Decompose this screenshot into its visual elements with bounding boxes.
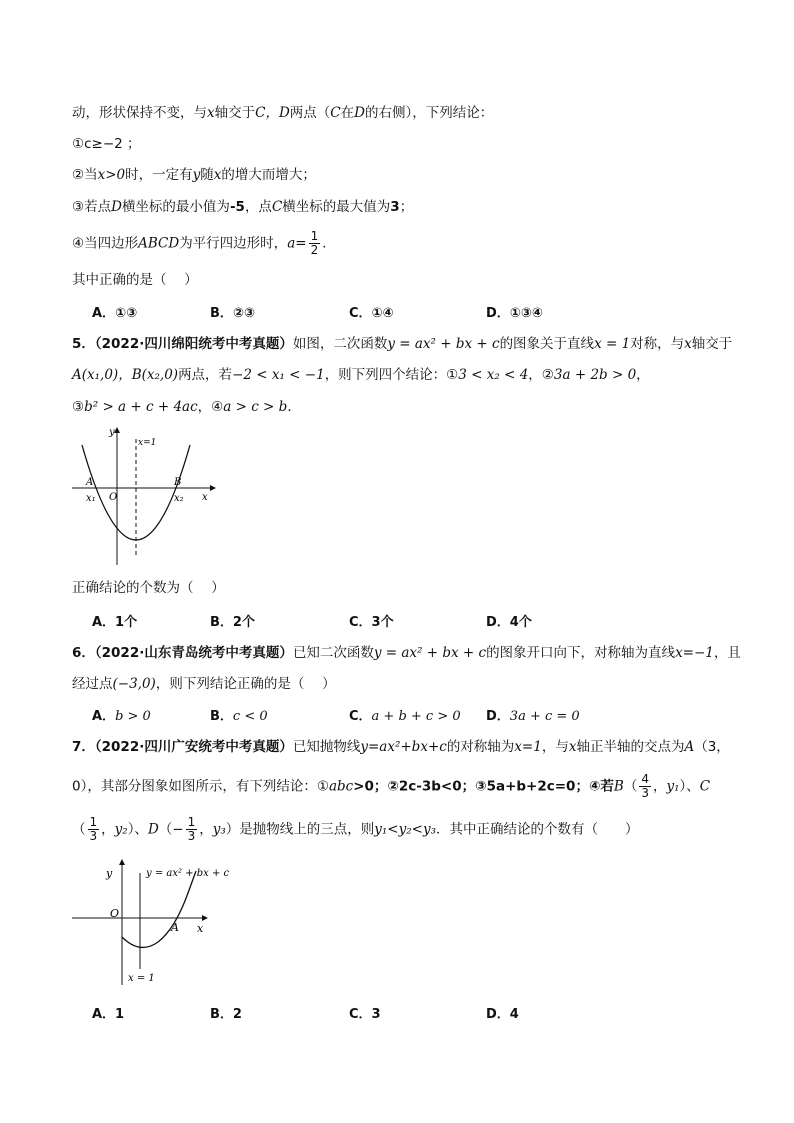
fraction-numerator: 1: [310, 229, 319, 243]
q4-text: 横坐标的最小值为: [121, 199, 230, 215]
q4-statement-1: [72, 134, 141, 154]
q7-formula: x=1: [514, 739, 542, 755]
option-letter: C．: [349, 709, 372, 724]
q4-ask-text: 其中正确的是（ ）: [72, 272, 198, 288]
q7-text: >0；②: [353, 778, 399, 795]
q4-var: x: [207, 105, 215, 121]
q4-text: 在: [340, 105, 355, 121]
q4-statement-2: [72, 165, 316, 185]
q7-heading: 7．（2022·四川广安统考中考真题）: [72, 739, 293, 755]
q6-stem-line-1: [72, 643, 741, 663]
q4-var: ABCD: [138, 235, 180, 252]
q5-text: 对称，与: [630, 336, 685, 352]
q4-text: ②当: [72, 167, 98, 183]
q7-text: （3，: [694, 739, 730, 755]
fraction-numerator: 1: [89, 815, 98, 829]
q5-option-a[interactable]: A．1个: [92, 615, 138, 630]
q5-y-label: y: [109, 427, 115, 438]
q4-text: 时，一定有: [125, 167, 193, 183]
q6-text: 的图象开口向下，对称轴为直线: [486, 645, 676, 661]
q4-text: ④当四边形: [72, 235, 139, 252]
q7-text: ）、: [127, 821, 148, 838]
fraction-numerator: 1: [187, 815, 196, 829]
q4-number: -5: [229, 199, 245, 215]
q5-text: ，: [636, 367, 650, 383]
q4-statement-4: [72, 230, 336, 257]
fraction-numerator: 4: [641, 772, 649, 786]
q7-text: 的对称轴为: [446, 739, 515, 755]
q7-curve-equation-label: y = ax² + bx + c: [146, 868, 230, 879]
q5-axis-label: x=1: [138, 438, 157, 448]
q7-y-label: y: [106, 867, 113, 880]
q4-text: 两点（: [289, 105, 331, 121]
q7-origin-label: O: [110, 907, 120, 920]
q5-formula: 3a + 2b > 0: [553, 367, 637, 383]
q6-formula: x=−1: [675, 645, 714, 661]
q7-var: A: [684, 739, 695, 755]
q5-text: 如图，二次函数: [292, 336, 388, 352]
q4-var: C: [271, 199, 283, 215]
q4-text: 动，形状保持不变，与: [72, 105, 207, 121]
q5-var: x: [684, 336, 692, 352]
q7-text: ，: [101, 821, 115, 838]
q4-number: 3: [390, 199, 400, 215]
q7-option-c[interactable]: C．3: [349, 1007, 381, 1022]
q5-formula: A(x₁,0)，B(x₂,0): [72, 367, 179, 383]
option-value: 3a + c = 0: [509, 709, 580, 724]
q6-formula: (−3,0): [112, 676, 156, 692]
q7-y-axis-arrow: [119, 859, 125, 865]
q4-var: y: [192, 167, 201, 183]
q5-text: ，则下列四个结论：①: [324, 367, 459, 383]
q6-formula: y = ax² + bx + c: [373, 645, 487, 661]
q4-text: 的增大而增大；: [221, 167, 316, 183]
q4-var: C，D: [255, 105, 290, 121]
fraction-denominator: 3: [89, 829, 98, 843]
q7-var: C: [699, 778, 711, 795]
q7-text: <0；③: [440, 778, 487, 795]
q6-text: ，且: [713, 645, 741, 661]
q7-formula: y=ax²+bx+c: [360, 739, 447, 755]
q4-fraction: [309, 230, 321, 257]
q7-stem-line-1: [72, 737, 730, 757]
q7-option-b[interactable]: B．2: [210, 1007, 242, 1022]
q4-text: ，点: [244, 199, 272, 215]
q4-var: D: [354, 105, 365, 121]
q5-x-label: x: [202, 492, 208, 503]
q4-intro-line: [72, 103, 493, 123]
q4-var: C: [330, 105, 341, 121]
fraction-denominator: 3: [641, 786, 649, 800]
option-letter: B．: [210, 709, 233, 724]
q7-text: 已知抛物线: [292, 739, 361, 755]
q7-formula: 2c-3b: [398, 778, 441, 795]
q7-stem-line-3: [72, 816, 639, 843]
q4-text: 为平行四边形时，: [179, 235, 288, 252]
q5-text: 轴交于: [691, 336, 733, 352]
q5-formula: b² > a + c + 4ac: [84, 399, 198, 415]
q5-text: ，④: [197, 399, 224, 415]
q5-formula: y = ax² + bx + c: [387, 336, 500, 352]
q4-statement-3: [72, 197, 413, 217]
q7-text: =0；④若: [554, 778, 614, 795]
q4-option-c[interactable]: C．①④: [349, 306, 394, 321]
q4-text: ；: [399, 199, 414, 215]
fraction-denominator: 3: [187, 829, 196, 843]
q6-option-b[interactable]: [210, 705, 268, 724]
q7-text: 0），其部分图象如图所示，有下列结论：①: [72, 778, 329, 795]
q7-fraction-one-third: [88, 816, 100, 843]
q4-var: x>0: [97, 167, 126, 183]
q6-text: ，则下列结论正确的是（ ）: [155, 676, 336, 692]
q6-text: 经过点: [72, 676, 113, 692]
q7-x-label: x: [197, 922, 204, 935]
q6-option-a[interactable]: [92, 705, 151, 724]
q5-text: 的图象关于直线: [499, 336, 595, 352]
option-value: c < 0: [232, 709, 268, 724]
q4-var: a=: [287, 235, 307, 252]
q4-option-b[interactable]: B．②③: [210, 306, 255, 321]
q4-var: x: [213, 167, 222, 183]
q7-text: ）、: [679, 778, 700, 795]
q7-text: （: [623, 778, 638, 795]
q4-text: 横坐标的最大值为: [282, 199, 391, 215]
q7-var: y₂: [114, 821, 128, 838]
q7-var: y₁: [666, 778, 680, 795]
q5-stem-line-1: [72, 334, 732, 354]
q7-var: B: [613, 778, 624, 795]
q7-text: ．其中正确结论的个数有（ ）: [436, 821, 639, 838]
q6-option-d[interactable]: [486, 705, 580, 724]
q4-option-a[interactable]: A．①③: [92, 306, 138, 321]
q4-s1-text: ①c≥−2 ；: [72, 136, 141, 152]
q5-text: 两点，若: [178, 367, 233, 383]
option-value: a + b + c > 0: [371, 709, 461, 724]
option-letter: D．: [486, 709, 510, 724]
q5-formula: a > c > b: [223, 399, 288, 415]
q5-point-b-label: B: [174, 477, 182, 488]
q7-parabola-curve: [122, 871, 196, 947]
q7-option-a[interactable]: A．1: [92, 1007, 125, 1022]
q6-option-c[interactable]: [349, 705, 461, 724]
q6-stem-line-2: [72, 674, 336, 694]
q5-heading: 5．（2022·四川绵阳统考中考真题）: [72, 336, 293, 352]
q5-parabola-figure: [70, 425, 220, 570]
q7-text: （−: [158, 821, 184, 838]
q5-stem-line-2: [72, 365, 650, 385]
q7-text: （: [72, 821, 86, 838]
q7-text: 轴正半轴的交点为: [576, 739, 685, 755]
q4-text: 随: [200, 167, 214, 183]
q5-x1-label: x₁: [86, 493, 96, 504]
q4-text: 轴交于: [214, 105, 256, 121]
q5-ask-text: 正确结论的个数为（ ）: [72, 580, 225, 596]
option-letter: A．: [92, 709, 116, 724]
q5-y-axis-arrow: [114, 427, 120, 433]
q4-text: ．: [322, 235, 336, 252]
q7-stem-line-2: [72, 773, 710, 800]
q4-text: ③若点: [72, 199, 112, 215]
q5-formula: x = 1: [594, 336, 631, 352]
q5-formula: 3 < x₂ < 4: [458, 367, 529, 383]
q5-text: ，②: [528, 367, 554, 383]
q7-var: y₃: [212, 821, 226, 838]
q5-stem-line-3: [72, 397, 301, 417]
q7-fraction-neg-one-third: [186, 816, 198, 843]
q5-formula: −2 < x₁ < −1: [232, 367, 325, 383]
option-value: b > 0: [115, 709, 151, 724]
q5-point-a-label: A: [86, 477, 94, 488]
q7-fraction-four-thirds: [639, 773, 651, 800]
q7-text: ，: [199, 821, 213, 838]
q5-text: ③: [72, 399, 85, 415]
q5-option-c[interactable]: C．3个: [349, 615, 394, 630]
q5-option-d[interactable]: D．4个: [486, 615, 532, 630]
fraction-denominator: 2: [310, 243, 319, 257]
q7-var: x: [568, 739, 577, 755]
q5-option-b[interactable]: B．2个: [210, 615, 255, 630]
q5-x2-label: x₂: [174, 493, 184, 504]
q5-ask: [72, 578, 225, 598]
q7-point-a-label: A: [171, 921, 179, 934]
q5-origin-label: O: [109, 492, 118, 503]
q4-text: 的右侧），下列结论：: [364, 105, 494, 121]
q7-formula: y₁<y₂<y₃: [374, 821, 437, 838]
q7-parabola-figure: [70, 857, 240, 987]
q7-var: D: [147, 821, 159, 838]
q4-var: D: [111, 199, 122, 215]
q4-ask: [72, 270, 198, 290]
q6-text: 已知二次函数: [292, 645, 374, 661]
q7-option-d[interactable]: D．4: [486, 1007, 519, 1022]
q7-formula: 5a+b+2c: [486, 778, 555, 795]
q7-x-axis-arrow: [202, 915, 208, 921]
q6-heading: 6．（2022·山东青岛统考中考真题）: [72, 645, 293, 661]
q7-text: ，与: [541, 739, 569, 755]
q4-option-d[interactable]: D．①③④: [486, 306, 543, 321]
q7-text: ，: [652, 778, 667, 795]
q5-x-axis-arrow: [210, 485, 216, 491]
q5-text: ．: [287, 399, 301, 415]
q7-formula: abc: [328, 778, 354, 795]
q7-axis-label: x = 1: [128, 973, 155, 984]
q7-text: ）是抛物线上的三点，则: [225, 821, 375, 838]
